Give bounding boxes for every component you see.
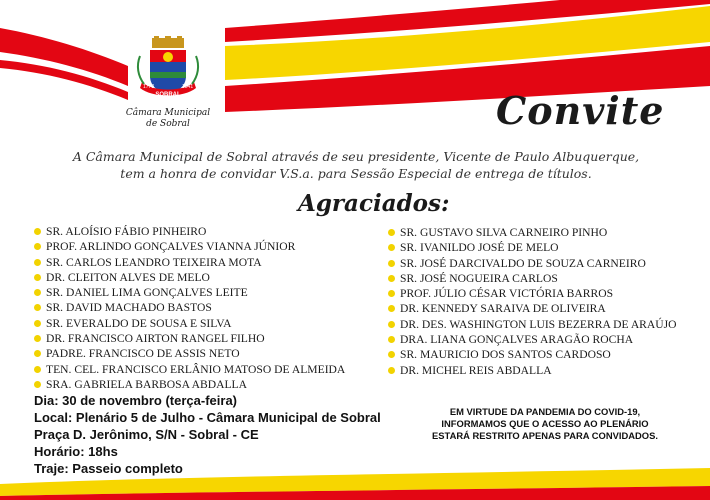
covid-notice bbox=[404, 406, 686, 442]
org-name-line1: Câmara Municipal bbox=[125, 108, 211, 118]
honoree-item: SR. CARLOS LEANDRO TEIXEIRA MOTA bbox=[34, 255, 345, 270]
bullet-icon bbox=[34, 228, 41, 235]
honoree-item: DR. KENNEDY SARAIVA DE OLIVEIRA bbox=[388, 301, 677, 316]
bullet-icon bbox=[34, 366, 41, 373]
honoree-item: PROF. JÚLIO CÉSAR VICTÓRIA BARROS bbox=[388, 286, 677, 301]
crest-year-left: 1773 bbox=[143, 84, 155, 90]
honoree-item: SR. JOSÉ NOGUEIRA CARLOS bbox=[388, 271, 677, 286]
org-name bbox=[118, 108, 218, 130]
org-name-line2: de Sobral bbox=[146, 119, 190, 129]
notice-line2: INFORMAMOS QUE O ACESSO AO PLENÁRIO bbox=[441, 418, 649, 429]
bullet-icon bbox=[34, 304, 41, 311]
honoree-item: SR. DANIEL LIMA GONÇALVES LEITE bbox=[34, 285, 345, 300]
honoree-item: SR. MAURICIO DOS SANTOS CARDOSO bbox=[388, 347, 677, 362]
bullet-icon bbox=[34, 289, 41, 296]
honorees-heading: Agraciados: bbox=[298, 190, 450, 217]
bullet-icon bbox=[34, 320, 41, 327]
honoree-item: DR. FRANCISCO AIRTON RANGEL FILHO bbox=[34, 331, 345, 346]
bullet-icon bbox=[388, 321, 395, 328]
notice-line3: ESTARÁ RESTRITO APENAS PARA CONVIDADOS. bbox=[432, 430, 658, 441]
page-title: Convite bbox=[496, 88, 665, 133]
honoree-item: DR. CLEITON ALVES DE MELO bbox=[34, 270, 345, 285]
bullet-icon bbox=[34, 259, 41, 266]
bullet-icon bbox=[34, 274, 41, 281]
bullet-icon bbox=[388, 290, 395, 297]
bullet-icon bbox=[34, 243, 41, 250]
honoree-item: DR. MICHEL REIS ABDALLA bbox=[388, 363, 677, 378]
honoree-item: SR. EVERALDO DE SOUSA E SILVA bbox=[34, 316, 345, 331]
bullet-icon bbox=[388, 336, 395, 343]
honoree-item: SR. IVANILDO JOSÉ DE MELO bbox=[388, 240, 677, 255]
crest-banner: SOBRAL bbox=[155, 92, 181, 98]
bullet-icon bbox=[388, 244, 395, 251]
crest-year-right: 1841 bbox=[182, 84, 194, 90]
honoree-item: DR. DES. WASHINGTON LUIS BEZERRA DE ARAÚJO bbox=[388, 317, 677, 332]
honorees-list-right bbox=[388, 225, 677, 378]
honoree-item: SR. GUSTAVO SILVA CARNEIRO PINHO bbox=[388, 225, 677, 240]
bullet-icon bbox=[388, 305, 395, 312]
intro-line2: tem a honra de convidar V.S.a. para Sessão Especial de entrega de títulos. bbox=[120, 166, 592, 181]
honoree-item: SR. DAVID MACHADO BASTOS bbox=[34, 300, 345, 315]
event-dress-code: Traje: Passeio completo bbox=[34, 461, 183, 476]
bullet-icon bbox=[388, 367, 395, 374]
bullet-icon bbox=[388, 229, 395, 236]
bullet-icon bbox=[388, 351, 395, 358]
bullet-icon bbox=[34, 381, 41, 388]
honoree-item: PROF. ARLINDO GONÇALVES VIANNA JÚNIOR bbox=[34, 239, 345, 254]
event-date: Dia: 30 de novembro (terça-feira) bbox=[34, 393, 238, 408]
honoree-item: DRA. LIANA GONÇALVES ARAGÃO ROCHA bbox=[388, 332, 677, 347]
honorees-list-left bbox=[34, 224, 345, 392]
bullet-icon bbox=[388, 275, 395, 282]
notice-line1: EM VIRTUDE DA PANDEMIA DO COVID-19, bbox=[449, 406, 641, 417]
event-details bbox=[34, 392, 381, 477]
intro-line1: A Câmara Municipal de Sobral através de seu presidente, Vicente de Paulo Albuquerque, bbox=[72, 149, 640, 164]
intro-text bbox=[60, 148, 652, 182]
bullet-icon bbox=[34, 350, 41, 357]
honoree-item: TEN. CEL. FRANCISCO ERLÂNIO MATOSO DE ALMEIDA bbox=[34, 362, 345, 377]
sobral-coat-of-arms-icon bbox=[132, 36, 204, 106]
honoree-item: SR. ALOÍSIO FÁBIO PINHEIRO bbox=[34, 224, 345, 239]
honoree-item: PADRE. FRANCISCO DE ASSIS NETO bbox=[34, 346, 345, 361]
bullet-icon bbox=[388, 260, 395, 267]
honoree-item: SR. JOSÉ DARCIVALDO DE SOUZA CARNEIRO bbox=[388, 256, 677, 271]
event-address: Praça D. Jerônimo, S/N - Sobral - CE bbox=[34, 427, 259, 442]
honoree-item: SRA. GABRIELA BARBOSA ABDALLA bbox=[34, 377, 345, 392]
event-location: Local: Plenário 5 de Julho - Câmara Municipal de Sobral bbox=[34, 410, 381, 425]
event-time: Horário: 18hs bbox=[34, 444, 118, 459]
bullet-icon bbox=[34, 335, 41, 342]
